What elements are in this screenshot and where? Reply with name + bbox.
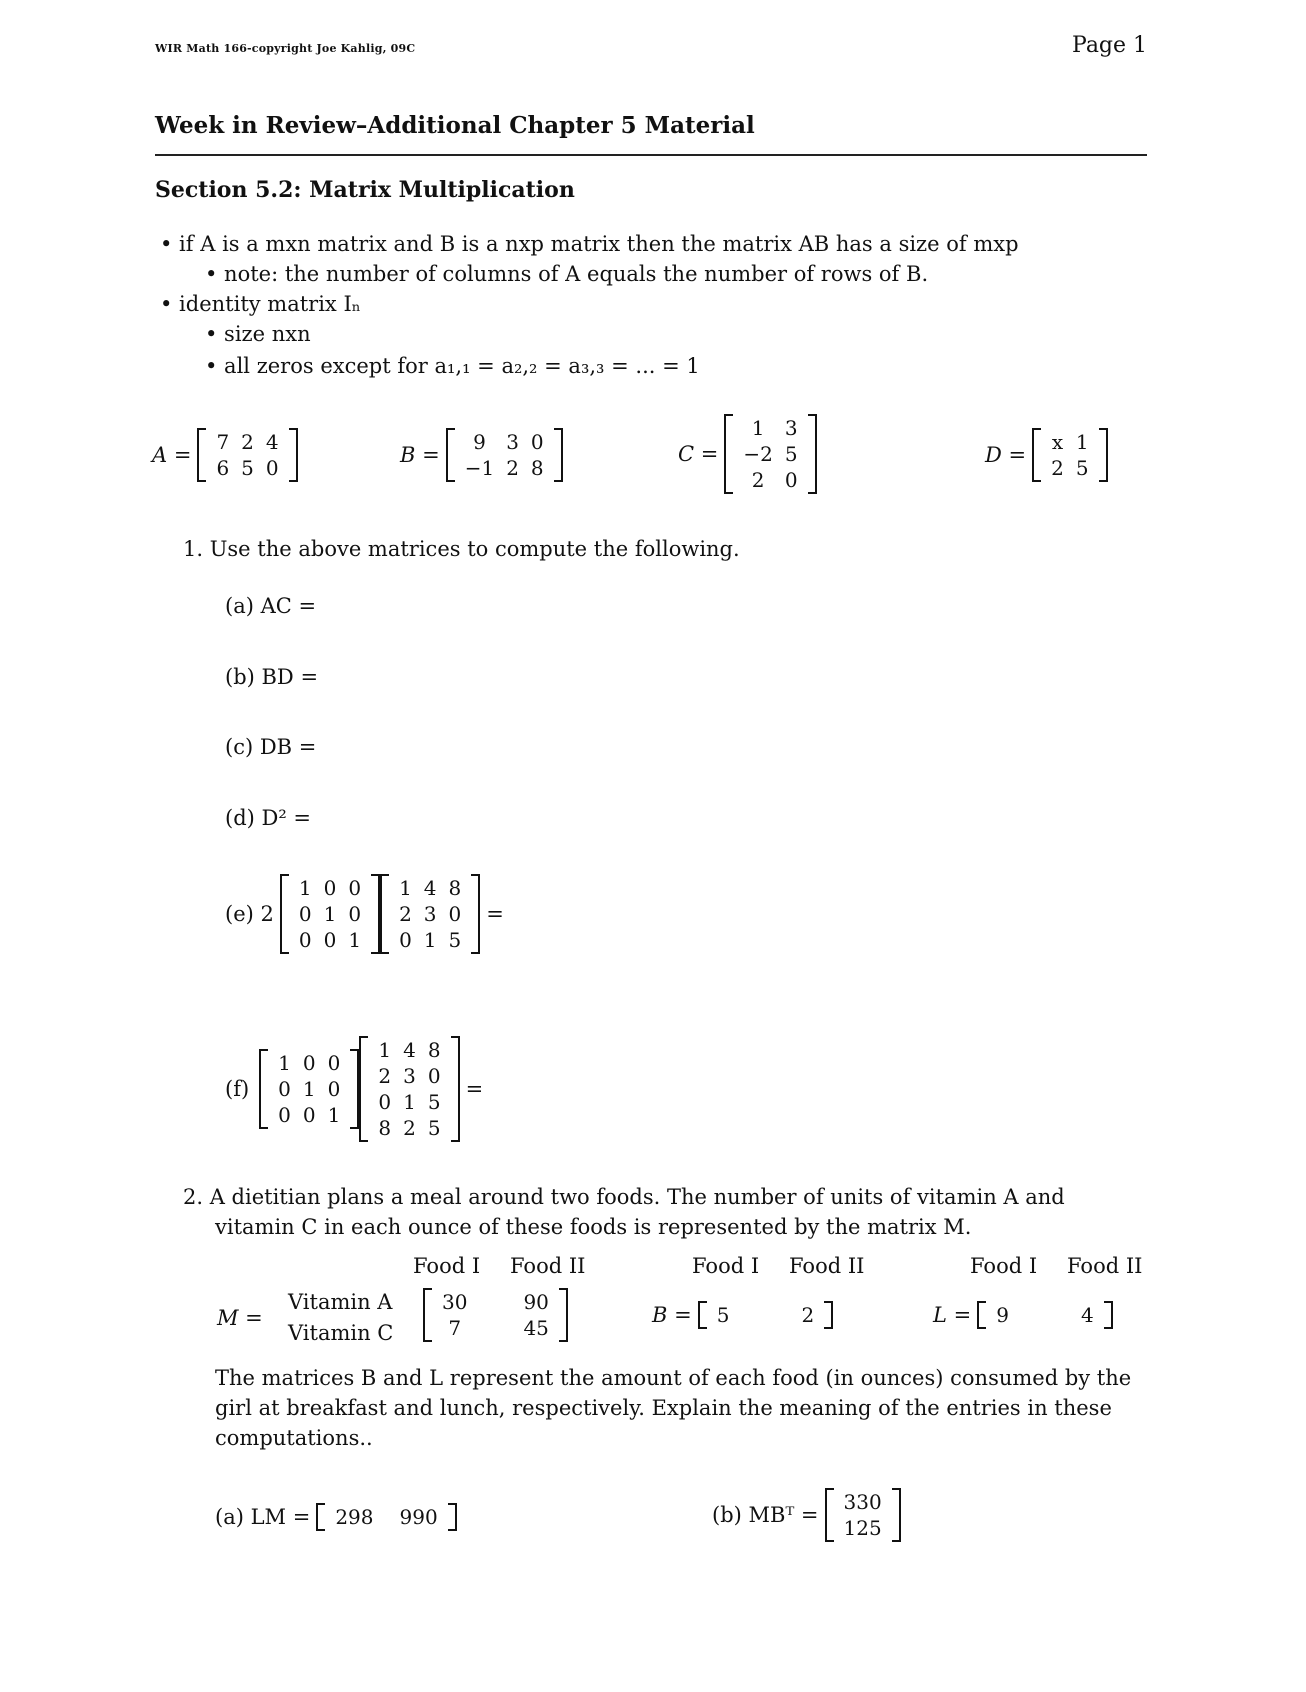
question-2-para-1: The matrices B and L represent the amount of each food (in ounces) consumed by the [215, 1366, 1132, 1390]
page-title: Week in Review–Additional Chapter 5 Material [155, 112, 755, 139]
matrix-entry: 5 [427, 1116, 441, 1140]
matrix-entry: 0 [399, 928, 412, 952]
matrix-entry: 0 [327, 1077, 341, 1101]
left-bracket [423, 1288, 432, 1342]
matrix-entry: 5 [716, 1303, 730, 1327]
question-2a [215, 1503, 457, 1531]
matrix-entry: 1 [302, 1077, 316, 1101]
matrix-entry: 0 [278, 1103, 291, 1127]
matrix-l-food-grid [977, 1301, 1112, 1329]
left-bracket [280, 874, 289, 954]
matrix-a [197, 428, 297, 482]
matrix-entry: 1 [1075, 430, 1089, 454]
matrix-entry: 5 [427, 1090, 441, 1114]
question-2a-label: (a) LM = [215, 1505, 311, 1529]
right-bracket [808, 414, 817, 494]
right-bracket [289, 428, 298, 482]
right-bracket [554, 428, 563, 482]
question-2b-label: (b) MBᵀ = [712, 1503, 819, 1527]
left-bracket [359, 1036, 368, 1142]
m-row-vitamin-c: Vitamin C [288, 1321, 394, 1345]
left-bracket [259, 1049, 268, 1129]
right-bracket [824, 1301, 833, 1329]
matrix-entry: 0 [378, 1090, 392, 1114]
m-label: M = [217, 1306, 263, 1330]
matrix-cells [389, 874, 471, 954]
matrix-entry: 2 [751, 468, 765, 492]
matrix-entry: 7 [216, 430, 230, 454]
matrix-entry: 1 [378, 1038, 392, 1062]
matrix-cells [325, 1503, 447, 1531]
matrix-entry: 1 [399, 876, 412, 900]
matrix-entry: x [1051, 430, 1064, 454]
matrix-entry: 1 [348, 928, 362, 952]
matrix-cells [268, 1049, 350, 1129]
matrix-entry: 0 [348, 876, 362, 900]
matrix-lm [316, 1503, 456, 1531]
matrix-c-definition [678, 414, 817, 494]
l-col-food-1: Food I [970, 1254, 1038, 1278]
left-bracket [316, 1503, 325, 1531]
matrix-entry: 6 [216, 456, 230, 480]
matrix-entry: 8 [530, 456, 544, 480]
matrix-entry: 4 [423, 876, 437, 900]
matrix-entry: 5 [1075, 456, 1089, 480]
matrix-mbt [825, 1488, 901, 1542]
matrix-entry: 0 [278, 1077, 291, 1101]
matrix-entry: 0 [448, 902, 462, 926]
left-bracket [197, 428, 206, 482]
matrix-a-definition [152, 428, 298, 482]
right-bracket [350, 1049, 359, 1129]
bullet-identity: • identity matrix Iₙ [160, 292, 361, 316]
question-2b [712, 1488, 901, 1542]
matrix-cells [289, 874, 371, 954]
b-col-food-2: Food II [789, 1254, 865, 1278]
matrix-entry: 1 [403, 1090, 416, 1114]
matrix-entry: 9 [996, 1303, 1009, 1327]
question-1b: (b) BD = [225, 665, 319, 689]
m-row-vitamin-a: Vitamin A [288, 1290, 393, 1314]
matrix-d-definition [985, 428, 1108, 482]
matrix-entry: 5 [241, 456, 254, 480]
header-course: WIR Math 166-copyright Joe Kahlig, 09C [155, 42, 416, 55]
matrix-b-label: B = [400, 443, 440, 467]
matrix-m [423, 1288, 568, 1342]
question-1f-label: (f) [225, 1077, 250, 1101]
matrix-entry: −2 [743, 442, 773, 466]
question-1f-second-matrix [359, 1036, 459, 1142]
matrix-b [446, 428, 563, 482]
matrix-entry: 1 [278, 1051, 291, 1075]
matrix-entry: 1 [298, 876, 312, 900]
question-1a: (a) AC = [225, 594, 317, 618]
matrix-entry: 125 [843, 1516, 882, 1540]
matrix-entry: 30 [442, 1290, 468, 1314]
matrix-entry: 2 [399, 902, 412, 926]
matrix-entry: 0 [265, 456, 279, 480]
right-bracket [1099, 428, 1108, 482]
matrix-c [724, 414, 816, 494]
matrix-entry: 0 [327, 1051, 341, 1075]
matrix-b-food [652, 1301, 833, 1329]
question-1-prompt: 1. Use the above matrices to compute the following. [183, 537, 740, 561]
matrix-entry: 2 [1051, 456, 1064, 480]
right-bracket [371, 874, 380, 954]
matrix-entry: 0 [302, 1051, 316, 1075]
matrix-entry: 45 [523, 1316, 549, 1340]
matrix-l-food [933, 1301, 1113, 1329]
matrix-entry: 1 [423, 928, 437, 952]
left-bracket [446, 428, 455, 482]
matrix-entry: 1 [751, 416, 765, 440]
matrix-a-label: A = [152, 443, 192, 467]
matrix-entry: 3 [784, 416, 798, 440]
right-bracket [471, 874, 480, 954]
m-col-food-1: Food I [413, 1254, 481, 1278]
left-bracket [977, 1301, 986, 1329]
matrix-entry: 2 [506, 456, 519, 480]
matrix-c-label: C = [678, 442, 719, 466]
matrix-entry: 8 [427, 1038, 441, 1062]
question-2-line-2: vitamin C in each ounce of these foods is represented by the matrix M. [215, 1215, 972, 1239]
matrix-entry: 0 [323, 876, 337, 900]
matrix-entry: 2 [378, 1064, 392, 1088]
matrix-entry: 990 [399, 1505, 438, 1529]
bullet-matrix-size: • if A is a mxn matrix and B is a nxp matrix then the matrix AB has a size of mxp [160, 232, 1019, 256]
question-2-para-3: computations.. [215, 1426, 373, 1450]
matrix-cells [368, 1036, 450, 1142]
b-col-food-1: Food I [692, 1254, 760, 1278]
bullet-identity-size: • size nxn [205, 322, 311, 346]
matrix-entry: 8 [378, 1116, 392, 1140]
question-1e [225, 874, 510, 954]
matrix-entry: 5 [784, 442, 798, 466]
matrix-entry: 5 [448, 928, 462, 952]
question-1c: (c) DB = [225, 735, 317, 759]
matrix-cells [455, 428, 554, 482]
matrix-l-food-label: L = [933, 1303, 972, 1327]
right-bracket [1104, 1301, 1113, 1329]
matrix-entry: 330 [843, 1490, 882, 1514]
matrix-entry: 8 [448, 876, 462, 900]
matrix-cells [707, 1301, 824, 1329]
right-bracket [451, 1036, 460, 1142]
right-bracket [559, 1288, 568, 1342]
matrix-b-food-label: B = [652, 1303, 692, 1327]
matrix-entry: 3 [423, 902, 437, 926]
matrix-b-definition [400, 428, 563, 482]
matrix-entry: 298 [335, 1505, 374, 1529]
question-1f-identity-matrix [259, 1049, 359, 1129]
matrix-entry: 0 [298, 928, 312, 952]
question-1e-second-matrix [380, 874, 480, 954]
matrix-cells [986, 1301, 1103, 1329]
matrix-entry: 7 [448, 1316, 462, 1340]
matrix-entry: 4 [265, 430, 279, 454]
question-1e-label: (e) 2 [225, 902, 274, 926]
question-1f-equals: = [465, 1077, 484, 1101]
matrix-entry: 0 [427, 1064, 441, 1088]
matrix-cells [834, 1488, 892, 1542]
question-1d: (d) D² = [225, 806, 312, 830]
page-number: Page 1 [1072, 33, 1148, 58]
matrix-entry: 2 [801, 1303, 815, 1327]
question-1e-equals: = [486, 902, 504, 926]
matrix-entry: −1 [464, 456, 495, 480]
matrix-b-food-grid [698, 1301, 833, 1329]
left-bracket [698, 1301, 707, 1329]
right-bracket [892, 1488, 901, 1542]
left-bracket [825, 1488, 834, 1542]
matrix-entry: 90 [523, 1290, 549, 1314]
bullet-note: • note: the number of columns of A equals the number of rows of B. [205, 262, 929, 286]
m-col-food-2: Food II [510, 1254, 586, 1278]
matrix-entry: 0 [348, 902, 362, 926]
matrix-entry: 0 [784, 468, 798, 492]
matrix-entry: 0 [302, 1103, 316, 1127]
matrix-cells [733, 414, 807, 494]
question-1f [225, 1036, 489, 1142]
matrix-d-label: D = [985, 443, 1027, 467]
matrix-cells [432, 1288, 559, 1342]
matrix-entry: 2 [241, 430, 254, 454]
matrix-entry: 1 [323, 902, 337, 926]
left-bracket [1032, 428, 1041, 482]
matrix-d [1032, 428, 1107, 482]
matrix-m-grid [423, 1288, 568, 1342]
title-rule [155, 154, 1147, 156]
question-2-para-2: girl at breakfast and lunch, respectively. Explain the meaning of the entries in these [215, 1396, 1112, 1420]
matrix-entry: 9 [473, 430, 486, 454]
matrix-entry: 2 [403, 1116, 416, 1140]
matrix-entry: 1 [327, 1103, 341, 1127]
matrix-entry: 4 [1080, 1303, 1094, 1327]
left-bracket [380, 874, 389, 954]
matrix-entry: 3 [506, 430, 519, 454]
matrix-entry: 3 [403, 1064, 416, 1088]
question-2-line-1: 2. A dietitian plans a meal around two foods. The number of units of vitamin A and [183, 1185, 1065, 1209]
l-col-food-2: Food II [1067, 1254, 1143, 1278]
matrix-cells [206, 428, 288, 482]
right-bracket [448, 1503, 457, 1531]
matrix-entry: 0 [298, 902, 312, 926]
question-1e-identity-matrix [280, 874, 380, 954]
section-heading: Section 5.2: Matrix Multiplication [155, 177, 575, 203]
bullet-identity-zeros: • all zeros except for a₁,₁ = a₂,₂ = a₃,₃ = ... = 1 [205, 354, 700, 378]
matrix-entry: 0 [323, 928, 337, 952]
matrix-cells [1041, 428, 1098, 482]
matrix-entry: 0 [530, 430, 544, 454]
matrix-entry: 4 [403, 1038, 416, 1062]
left-bracket [724, 414, 733, 494]
